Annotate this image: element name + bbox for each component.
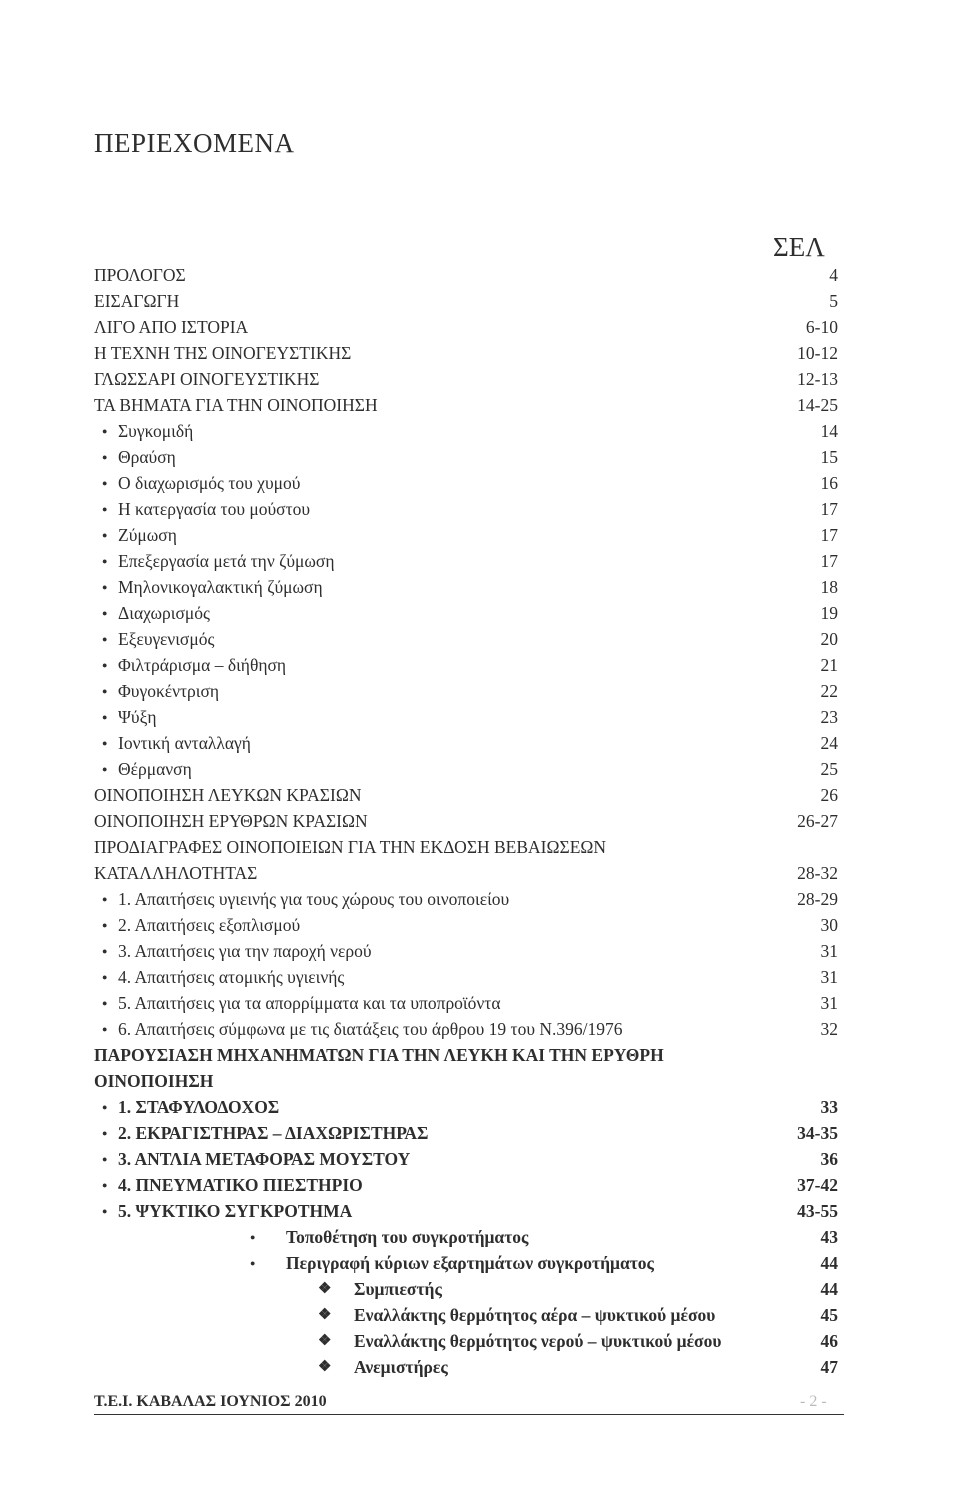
toc-entry [94, 288, 838, 314]
toc-entry-page: 44 [820, 1279, 838, 1299]
toc-entry [94, 626, 838, 652]
toc-entry-page: 34-35 [797, 1123, 838, 1143]
toc-entry [94, 1198, 838, 1224]
toc-entry-page: 43 [820, 1227, 838, 1247]
toc-entry-label: ΟΙΝΟΠΟΙΗΣΗ [94, 1071, 214, 1091]
toc-entry-page: 37-42 [797, 1175, 838, 1195]
toc-entry-label: Φυγοκέντριση [118, 681, 220, 701]
bullet-icon: ● [102, 1154, 108, 1164]
bullet-icon: ● [102, 504, 108, 514]
toc-entry-page: 44 [820, 1253, 838, 1273]
toc-entry [94, 990, 838, 1016]
toc-entry-label: Ανεμιστήρες [354, 1357, 448, 1377]
toc-entry-page: 10-12 [797, 343, 838, 363]
bullet-icon: ● [250, 1258, 256, 1268]
toc-entry-page: 17 [820, 525, 838, 545]
toc-entry-page: 46 [820, 1331, 838, 1351]
toc-entry [94, 340, 838, 366]
toc-entry-label: Εξευγενισμός [118, 629, 215, 649]
toc-entry-label: Θραύση [118, 447, 176, 467]
toc-entry-page: 4 [829, 265, 838, 285]
toc-entry-label: 2. Απαιτήσεις εξοπλισμού [118, 915, 301, 935]
toc-entry-label: Τοποθέτηση του συγκροτήματος [286, 1227, 529, 1247]
toc-entry-page: 26-27 [797, 811, 838, 831]
diamond-bullet-icon: ❖ [318, 1281, 332, 1297]
table-of-contents [94, 262, 838, 1380]
toc-entry [94, 1120, 838, 1146]
toc-entry-label: Ιοντική ανταλλαγή [118, 733, 251, 753]
toc-entry-label: ΤΑ ΒΗΜΑΤΑ ΓΙΑ ΤΗΝ ΟΙΝΟΠΟΙΗΣΗ [94, 395, 378, 415]
toc-entry-page: 14-25 [797, 395, 838, 415]
toc-entry-label: Διαχωρισμός [118, 603, 210, 623]
toc-entry [94, 496, 838, 522]
bullet-icon: ● [102, 1180, 108, 1190]
toc-entry-label: Εναλλάκτης θερμότητος νερού – ψυκτικού μέσου [354, 1331, 722, 1351]
toc-entry-page: 36 [820, 1149, 838, 1169]
bullet-icon: ● [102, 686, 108, 696]
toc-entry [94, 886, 838, 912]
toc-entry-page: 19 [820, 603, 838, 623]
toc-entry [94, 964, 838, 990]
toc-entry-page: 17 [820, 499, 838, 519]
toc-entry [94, 704, 838, 730]
toc-entry [94, 1094, 838, 1120]
toc-entry-label: ΟΙΝΟΠΟΙΗΣΗ ΕΡΥΘΡΩΝ ΚΡΑΣΙΩΝ [94, 811, 368, 831]
bullet-icon: ● [102, 738, 108, 748]
toc-entry-label: 1. Απαιτήσεις υγιεινής για τους χώρους του οινοποιείου [118, 889, 510, 909]
toc-entry-label: Συμπιεστής [354, 1279, 442, 1299]
toc-entry-label: 4. Απαιτήσεις ατομικής υγιεινής [118, 967, 345, 987]
toc-entry-page: 14 [820, 421, 838, 441]
toc-entry-page: 5 [829, 291, 838, 311]
toc-entry-page: 12-13 [797, 369, 838, 389]
footer-text: Τ.Ε.Ι. ΚΑΒΑΛΑΣ ΙΟΥΝΙΟΣ 2010 [94, 1393, 327, 1410]
toc-entry-page: 32 [820, 1019, 838, 1039]
bullet-icon: ● [102, 660, 108, 670]
bullet-icon: ● [102, 894, 108, 904]
toc-entry-label: 3. ΑΝΤΛΙΑ ΜΕΤΑΦΟΡΑΣ ΜΟΥΣΤΟΥ [118, 1149, 411, 1169]
page-column-label: ΣΕΛ [773, 232, 825, 262]
toc-entry [94, 782, 838, 808]
toc-entry [94, 1276, 838, 1302]
toc-entry-label: Ψύξη [118, 707, 157, 727]
toc-entry-label: Μηλονικογαλακτική ζύμωση [118, 577, 323, 597]
toc-entry-label: 1. ΣΤΑΦΥΛΟΔΟΧΟΣ [118, 1097, 280, 1117]
bullet-icon: ● [102, 582, 108, 592]
toc-entry-label: ΛΙΓΟ ΑΠΟ ΙΣΤΟΡΙΑ [94, 317, 249, 337]
bullet-icon: ● [102, 712, 108, 722]
toc-entry-label: ΠΡΟΔΙΑΓΡΑΦΕΣ ΟΙΝΟΠΟΙΕΙΩΝ ΓΙΑ ΤΗΝ ΕΚΔΟΣΗ ΒΕΒΑΙΩΣΕΩΝ [94, 837, 607, 857]
toc-entry [94, 1172, 838, 1198]
toc-entry-page: 31 [820, 967, 838, 987]
toc-entry-label: ΠΑΡΟΥΣΙΑΣΗ ΜΗΧΑΝΗΜΑΤΩΝ ΓΙΑ ΤΗΝ ΛΕΥΚΗ ΚΑΙ ΤΗΝ ΕΡΥΘΡΗ [94, 1045, 664, 1065]
toc-entry-page: 23 [820, 707, 838, 727]
toc-entry-page: 22 [820, 681, 838, 701]
toc-entry-page: 47 [820, 1357, 838, 1377]
toc-entry [94, 1068, 838, 1094]
toc-entry-label: Η ΤΕΧΝΗ ΤΗΣ ΟΙΝΟΓΕΥΣΤΙΚΗΣ [94, 343, 352, 363]
bullet-icon: ● [102, 452, 108, 462]
toc-entry [94, 574, 838, 600]
toc-entry [94, 366, 838, 392]
bullet-icon: ● [102, 920, 108, 930]
toc-entry-page: 21 [820, 655, 838, 675]
toc-entry-page: 25 [820, 759, 838, 779]
toc-entry-label: Η κατεργασία του μούστου [118, 499, 311, 519]
diamond-bullet-icon: ❖ [318, 1333, 332, 1349]
bullet-icon: ● [102, 1206, 108, 1216]
bullet-icon: ● [102, 1024, 108, 1034]
toc-entry-page: 45 [820, 1305, 838, 1325]
toc-entry-page: 6-10 [805, 317, 838, 337]
toc-entry-label: 5. Απαιτήσεις για τα απορρίμματα και τα υποπροϊόντα [118, 993, 501, 1013]
toc-entry [94, 1016, 838, 1042]
toc-entry-page: 26 [820, 785, 838, 805]
toc-entry-label: Ζύμωση [118, 525, 177, 545]
toc-entry [94, 1146, 838, 1172]
diamond-bullet-icon: ❖ [318, 1307, 332, 1323]
toc-entry [94, 1302, 838, 1328]
bullet-icon: ● [102, 634, 108, 644]
page-title: ΠΕΡΙΕΧΟΜΕΝΑ [94, 128, 295, 158]
toc-entry-page: 28-29 [797, 889, 838, 909]
toc-entry-label: Ο διαχωρισμός του χυμού [118, 473, 301, 493]
toc-entry [94, 860, 838, 886]
toc-entry-page: 20 [820, 629, 838, 649]
toc-entry [94, 1250, 838, 1276]
toc-entry-page: 33 [820, 1097, 838, 1117]
toc-entry [94, 912, 838, 938]
toc-entry [94, 470, 838, 496]
bullet-icon: ● [102, 478, 108, 488]
bullet-icon: ● [102, 946, 108, 956]
toc-entry [94, 314, 838, 340]
toc-entry-page: 18 [820, 577, 838, 597]
bullet-icon: ● [102, 998, 108, 1008]
toc-entry [94, 1354, 838, 1380]
toc-entry [94, 730, 838, 756]
bullet-icon: ● [102, 1102, 108, 1112]
diamond-bullet-icon: ❖ [318, 1359, 332, 1375]
toc-entry [94, 652, 838, 678]
toc-entry-label: Εναλλάκτης θερμότητος αέρα – ψυκτικού μέσου [354, 1305, 716, 1325]
bullet-icon: ● [102, 608, 108, 618]
bullet-icon: ● [102, 556, 108, 566]
toc-entry [94, 600, 838, 626]
bullet-icon: ● [102, 530, 108, 540]
toc-entry [94, 808, 838, 834]
toc-entry [94, 1042, 838, 1068]
toc-entry-label: Θέρμανση [118, 759, 192, 779]
toc-entry-label: 5. ΨΥΚΤΙΚΟ ΣΥΓΚΡΟΤΗΜΑ [118, 1201, 353, 1221]
toc-entry-label: ΠΡΟΛΟΓΟΣ [94, 265, 186, 285]
toc-entry-page: 17 [820, 551, 838, 571]
page-number: - 2 - [800, 1393, 827, 1410]
toc-entry-label: ΚΑΤΑΛΛΗΛΟΤΗΤΑΣ [94, 863, 258, 883]
toc-entry [94, 522, 838, 548]
toc-entry-label: Επεξεργασία μετά την ζύμωση [118, 551, 335, 571]
toc-entry [94, 834, 838, 860]
toc-entry-page: 15 [820, 447, 838, 467]
toc-entry [94, 1224, 838, 1250]
toc-entry-page: 28-32 [797, 863, 838, 883]
toc-entry-page: 16 [820, 473, 838, 493]
footer-rule [94, 1414, 844, 1415]
bullet-icon: ● [102, 972, 108, 982]
toc-entry-label: ΕΙΣΑΓΩΓΗ [94, 291, 180, 311]
toc-entry [94, 444, 838, 470]
toc-entry-label: 4. ΠΝΕΥΜΑΤΙΚΟ ΠΙΕΣΤΗΡΙΟ [118, 1175, 363, 1195]
bullet-icon: ● [102, 764, 108, 774]
toc-entry [94, 678, 838, 704]
toc-entry-page: 31 [820, 993, 838, 1013]
toc-entry [94, 938, 838, 964]
toc-entry-page: 24 [820, 733, 838, 753]
toc-entry-label: ΓΛΩΣΣΑΡΙ ΟΙΝΟΓΕΥΣΤΙΚΗΣ [94, 369, 320, 389]
bullet-icon: ● [250, 1232, 256, 1242]
toc-entry-page: 31 [820, 941, 838, 961]
toc-entry [94, 756, 838, 782]
toc-entry-label: 3. Απαιτήσεις για την παροχή νερού [118, 941, 372, 961]
bullet-icon: ● [102, 426, 108, 436]
toc-entry [94, 1328, 838, 1354]
toc-entry-page: 43-55 [797, 1201, 838, 1221]
toc-entry-label: 6. Απαιτήσεις σύμφωνα με τις διατάξεις του άρθρου 19 του Ν.396/1976 [118, 1019, 623, 1039]
toc-entry-page: 30 [820, 915, 838, 935]
toc-entry-label: Περιγραφή κύριων εξαρτημάτων συγκροτήματος [286, 1253, 654, 1273]
toc-entry-label: 2. ΕΚΡΑΓΙΣΤΗΡΑΣ – ΔΙΑΧΩΡΙΣΤΗΡΑΣ [118, 1123, 429, 1143]
bullet-icon: ● [102, 1128, 108, 1138]
toc-entry [94, 548, 838, 574]
toc-entry-label: ΟΙΝΟΠΟΙΗΣΗ ΛΕΥΚΩΝ ΚΡΑΣΙΩΝ [94, 785, 362, 805]
toc-entry [94, 392, 838, 418]
toc-entry-label: Φιλτράρισμα – διήθηση [118, 655, 287, 675]
toc-entry-label: Συγκομιδή [118, 421, 194, 441]
toc-entry [94, 262, 838, 288]
toc-entry [94, 418, 838, 444]
